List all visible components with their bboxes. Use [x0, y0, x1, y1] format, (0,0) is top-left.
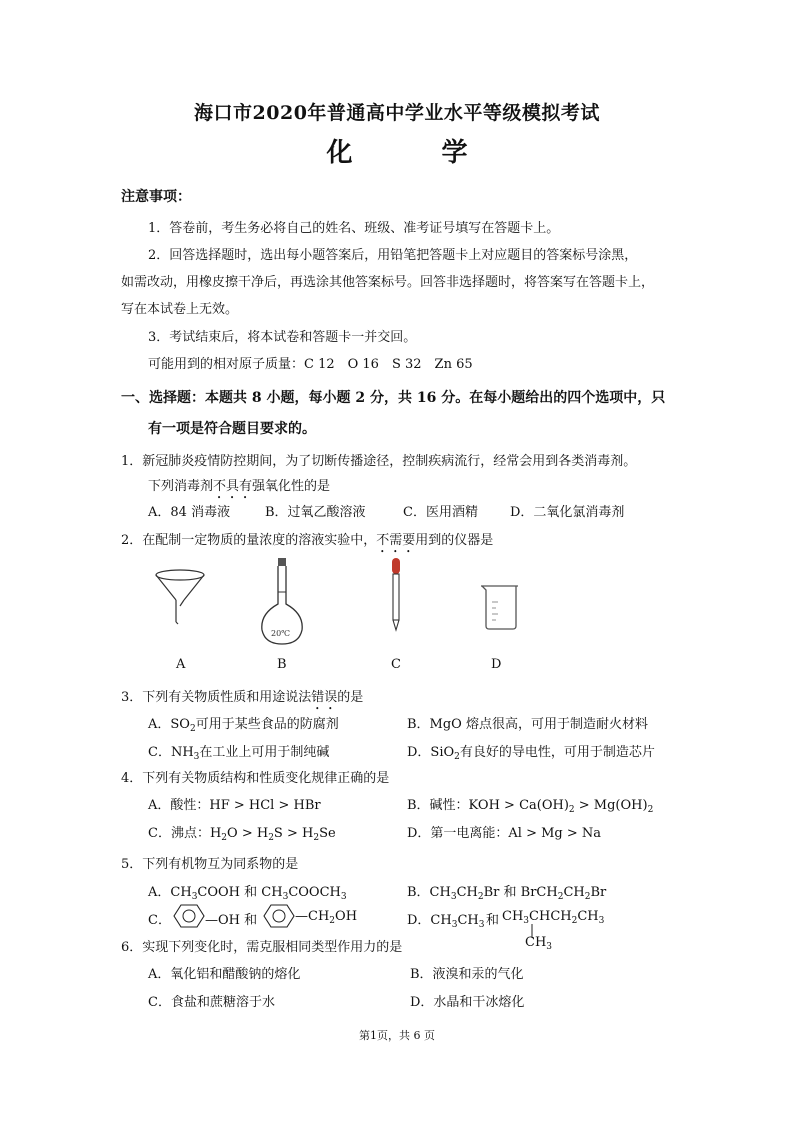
- apparatus-label-b: B: [277, 657, 287, 672]
- page-number: 第1页，共 6 页: [359, 1029, 435, 1042]
- q5-stem: 5．下列有机物互为同系物的是: [121, 857, 299, 872]
- q1-option-a: A．84 消毒液: [148, 505, 231, 520]
- benzene-ring-icon: [172, 903, 206, 929]
- q3-emphasis: 错误: [311, 690, 338, 705]
- q5-option-d-and: 和: [486, 913, 500, 928]
- beaker-icon: [478, 582, 522, 632]
- exam-title: 海口市2020年普通高中学业水平等级模拟考试: [194, 102, 600, 124]
- notice-item-2-line-1: 2．回答选择题时，选出每小题答案后，用铅笔把答题卡上对应题目的答案标号涂黑，: [148, 248, 638, 263]
- q4-option-b: B．碱性：KOH > $Ca(OH)_2 > Mg(OH)_2$: [407, 798, 654, 815]
- q1-stem-line-2: 下列消毒剂不具有强氧化性的是: [148, 479, 331, 494]
- q1-option-c: C．医用酒精: [403, 505, 478, 520]
- q1-emphasis: 不具有: [213, 479, 253, 494]
- q1-option-d: D．二氧化氯消毒剂: [510, 505, 625, 520]
- q5-option-d: D．$CH_3CH_3$: [407, 913, 485, 930]
- funnel-icon: [150, 566, 210, 628]
- q4-stem: 4．下列有关物质结构和性质变化规律正确的是: [121, 771, 390, 786]
- dropper-icon: [386, 556, 406, 632]
- q6-option-a: A．氧化铝和醋酸钠的熔化: [148, 967, 301, 982]
- q1-option-b: B．过氧乙酸溶液: [265, 505, 366, 520]
- flask-temperature-mark: 20℃: [271, 629, 291, 638]
- notice-heading: 注意事项：: [121, 189, 191, 205]
- notice-item-2-line-3: 写在本试卷上无效。: [121, 302, 239, 317]
- apparatus-label-c: C: [391, 657, 401, 672]
- atomic-masses: 可能用到的相对原子质量：C 12 O 16 S 32 Zn 65: [148, 357, 473, 372]
- q3-option-d: D．SiO$_2$有良好的导电性，可用于制造芯片: [407, 745, 655, 762]
- apparatus-label-d: D: [491, 657, 502, 672]
- q5-option-d-isobutane: $CH_3CHCH_2CH_3$: [502, 909, 605, 926]
- apparatus-label-a: A: [176, 657, 186, 672]
- q5-option-a: A．$CH_3COOH$ 和 $CH_3COOCH_3$: [148, 885, 347, 902]
- notice-item-3: 3．考试结束后，将本试卷和答题卡一并交回。: [148, 330, 417, 345]
- volumetric-flask-icon: [257, 556, 307, 648]
- q3-option-c: C．$NH_3$在工业上可用于制纯碱: [148, 745, 330, 762]
- q2-stem: 2．在配制一定物质的量浓度的溶液实验中，不需要用到的仪器是: [121, 533, 494, 548]
- q1-stem-line-1: 1．新冠肺炎疫情防控期间，为了切断传播途径，控制疾病流行，经常会用到各类消毒剂。: [121, 454, 637, 469]
- q5-option-c-phenol: —OH 和: [205, 913, 258, 928]
- q6-option-d: D．水晶和干冰熔化: [410, 995, 525, 1010]
- notice-item-2-line-2: 如需改动，用橡皮擦干净后，再选涂其他答案标号。回答非选择题时，将答案写在答题卡上，: [121, 275, 655, 290]
- q5-option-c-label: C．: [148, 913, 171, 928]
- q3-option-b: B．MgO 熔点很高，可用于制造耐火材料: [407, 717, 648, 732]
- q6-option-b: B．液溴和汞的气化: [410, 967, 524, 982]
- section-1-line-1: 一、选择题：本题共 8 小题，每小题 2 分，共 16 分。在每小题给出的四个选项中，只: [121, 390, 666, 406]
- q4-option-d: D．第一电离能：Al > Mg > Na: [407, 826, 602, 841]
- q5-option-d-branch: $CH_3$: [525, 935, 553, 952]
- notice-item-1: 1．答卷前，考生务必将自己的姓名、班级、准考证号填写在答题卡上。: [148, 221, 560, 236]
- section-1-line-2: 有一项是符合题目要求的。: [148, 421, 316, 437]
- q2-emphasis: 不需要: [376, 533, 416, 548]
- q5-option-b: B．$CH_3CH_2Br$ 和 $BrCH_2CH_2Br$: [407, 885, 607, 902]
- q3-stem: 3．下列有关物质性质和用途说法错误的是: [121, 690, 364, 705]
- q5-option-c-benzyl-alcohol: $—CH_2OH$: [295, 909, 358, 926]
- q6-option-c: C．食盐和蔗糖溶于水: [148, 995, 275, 1010]
- q3-option-a: A．$SO_2$可用于某些食品的防腐剂: [148, 717, 339, 734]
- q4-option-c: C．沸点：$H_2O > H_2S > H_2Se$: [148, 826, 336, 843]
- q4-option-a: A．酸性：HF > HCl > HBr: [148, 798, 321, 813]
- subject-title: 化 学: [326, 138, 508, 168]
- benzene-ring-icon: [262, 903, 296, 929]
- q6-stem: 6．实现下列变化时，需克服相同类型作用力的是: [121, 940, 403, 955]
